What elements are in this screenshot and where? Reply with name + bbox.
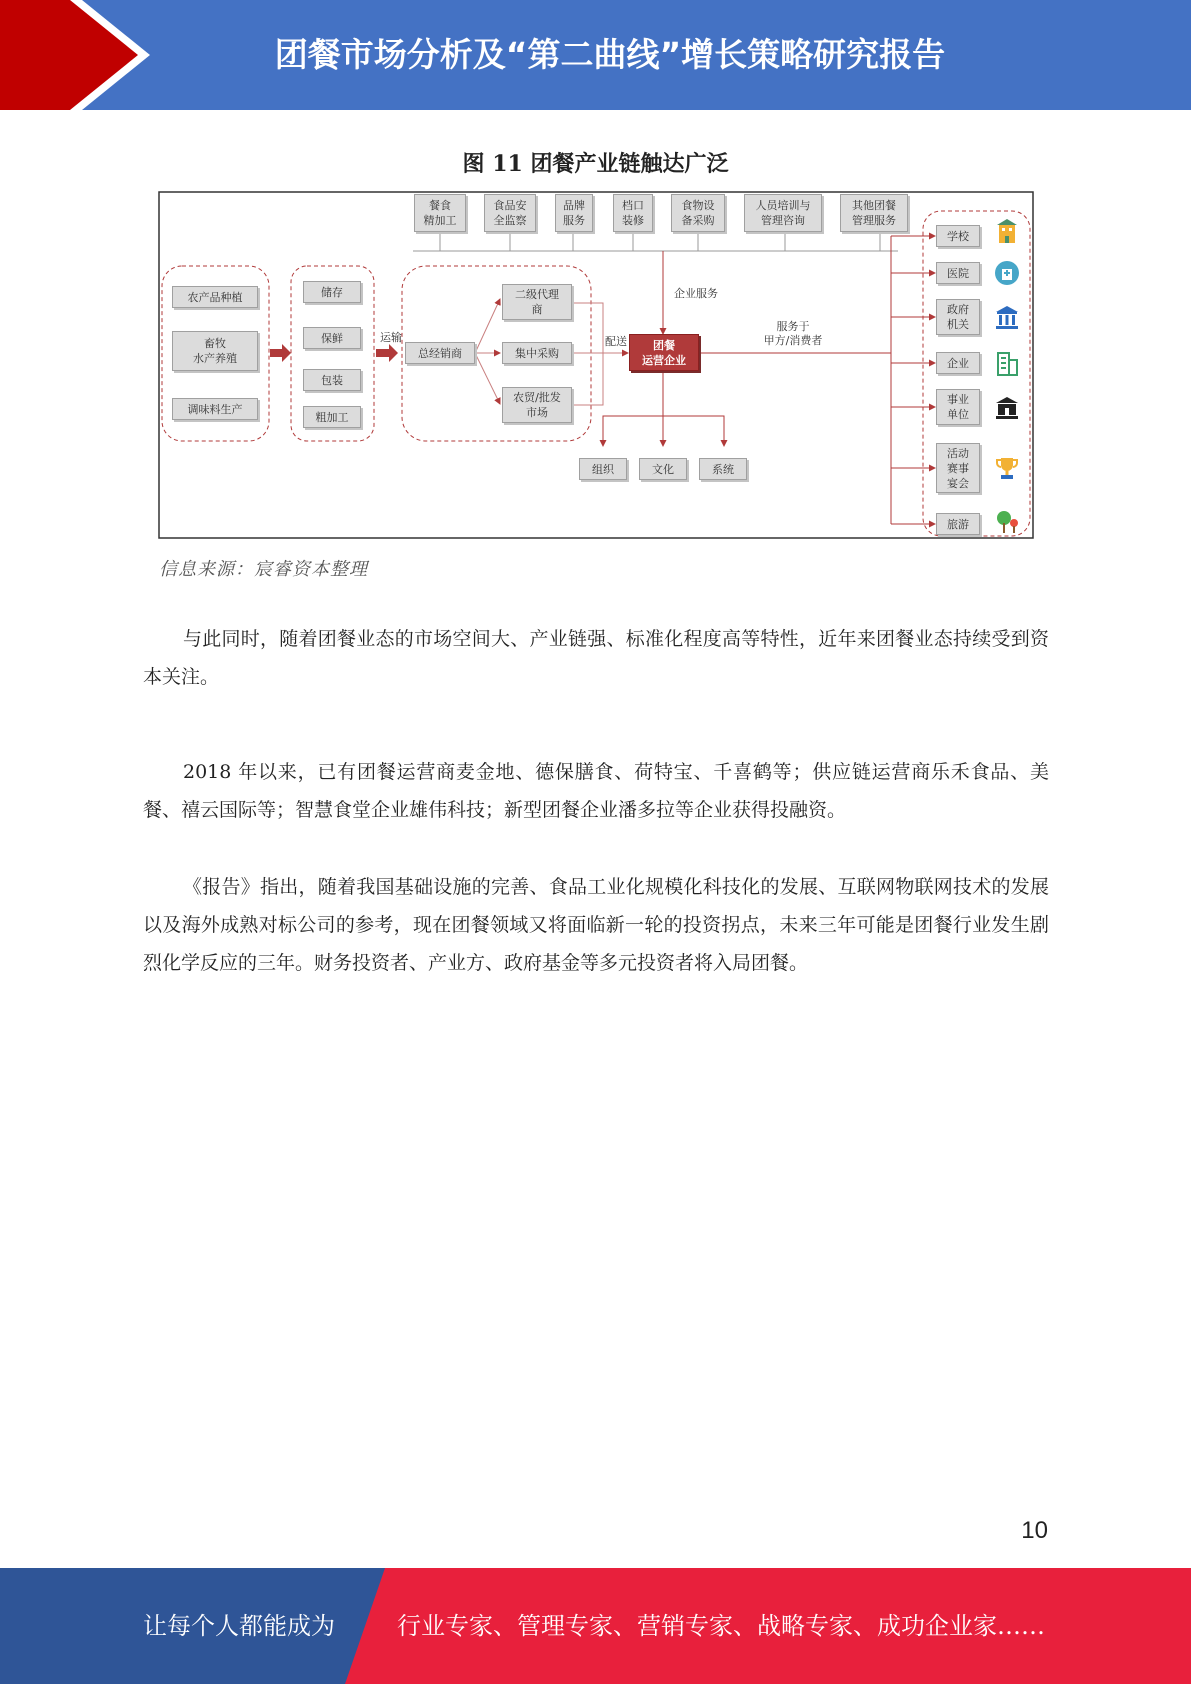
production-box: 调味料生产: [172, 398, 258, 420]
delivery-label: 配送: [605, 335, 627, 348]
client-box: 活动 赛事 宴会: [936, 443, 980, 493]
service-box: 餐食 精加工: [414, 194, 466, 232]
institution-icon: [994, 394, 1020, 420]
serve-label: 服务于 甲方/消费者: [763, 320, 823, 347]
client-box: 学校: [936, 225, 980, 247]
processing-box: 粗加工: [303, 406, 361, 428]
footer-slogan-left: 让每个人都能成为: [143, 1612, 335, 1640]
enterprise-icon: [994, 350, 1020, 376]
client-box: 事业 单位: [936, 389, 980, 425]
bottom-box: 文化: [639, 458, 687, 480]
paragraph: 2018 年以来，已有团餐运营商麦金地、德保膳食、荷特宝、千喜鹤等；供应链运营商乐禾食品、美餐、禧云国际等；智慧食堂企业雄伟科技；新型团餐企业潘多拉等企业获得投融资。: [143, 761, 1049, 821]
header-arrow-icon: [0, 0, 160, 110]
enterprise-service-label: 企业服务: [674, 287, 718, 300]
page-footer: [0, 1568, 1191, 1684]
bottom-box: 组织: [579, 458, 627, 480]
processing-box: 储存: [303, 281, 361, 303]
processing-box: 包装: [303, 369, 361, 391]
client-box: 企业: [936, 352, 980, 374]
distributor-box: 总经销商: [405, 342, 475, 364]
service-box: 食物设 备采购: [671, 194, 725, 232]
paragraph: 与此同时，随着团餐业态的市场空间大、产业链强、标准化程度高等特性，近年来团餐业态持续受到资本关注。: [143, 628, 1049, 688]
service-box: 档口 装修: [613, 194, 653, 232]
paragraph: 《报告》指出，随着我国基础设施的完善、食品工业化规模化科技化的发展、互联网物联网技术的发展以及海外成熟对标公司的参考，现在团餐领域又将面临新一轮的投资拐点，未来三年可能是团餐行业发生剧烈化学反应的三年。财务投资者、产业方、政府基金等多元投资者将入局团餐。: [143, 876, 1049, 974]
processing-box: 保鲜: [303, 327, 361, 349]
tourism-icon: [994, 509, 1020, 535]
channel-box: 集中采购: [502, 342, 572, 364]
page-header: [0, 0, 1191, 110]
production-box: 畜牧 水产养殖: [172, 331, 258, 371]
trophy-icon: [994, 455, 1020, 481]
report-title: 团餐市场分析及“第二曲线”增长策略研究报告: [274, 35, 946, 74]
footer-slogan-right: 行业专家、管理专家、营销专家、战略专家、成功企业家……: [397, 1612, 1045, 1640]
service-box: 人员培训与 管理咨询: [744, 194, 822, 232]
service-box: 其他团餐 管理服务: [840, 194, 908, 232]
figure-title: 图 11 团餐产业链触达广泛: [462, 151, 729, 177]
transport-label: 运输: [380, 331, 402, 344]
client-box: 医院: [936, 262, 980, 284]
client-box: 旅游: [936, 513, 980, 535]
hospital-icon: [994, 260, 1020, 286]
bottom-box: 系统: [699, 458, 747, 480]
school-icon: [994, 218, 1020, 244]
production-box: 农产品种植: [172, 286, 258, 308]
channel-box: 农贸/批发 市场: [502, 387, 572, 423]
government-icon: [994, 304, 1020, 330]
service-box: 品牌 服务: [555, 194, 593, 232]
industry-chain-diagram: [158, 191, 1035, 539]
page-number: 10: [1021, 1517, 1048, 1544]
figure-source: 信息来源：宸睿资本整理: [159, 559, 368, 580]
diagram-lines: [158, 191, 1035, 539]
core-enterprise-box: 团餐 运营企业: [629, 334, 699, 371]
service-box: 食品安 全监察: [484, 194, 536, 232]
channel-box: 二级代理 商: [502, 284, 572, 320]
client-box: 政府 机关: [936, 299, 980, 335]
